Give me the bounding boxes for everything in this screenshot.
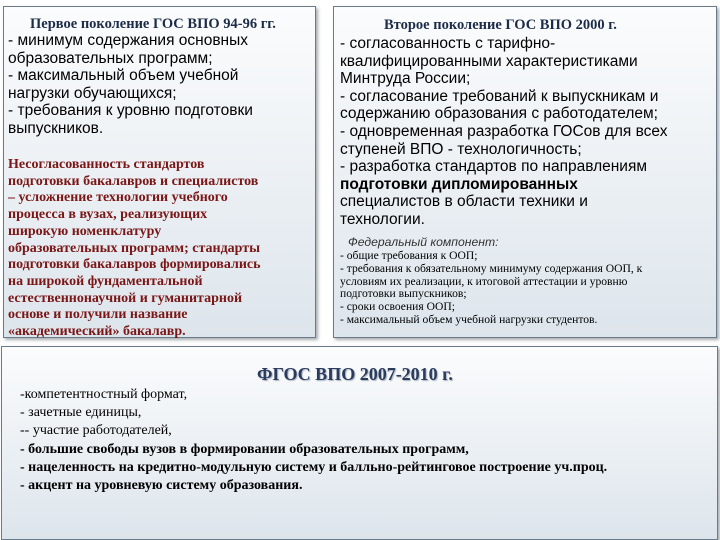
paragraph-line: подготовки бакалавров и специалистов (8, 173, 259, 189)
federal-component-list (340, 250, 642, 327)
list-item: - требования к обязательному минимуму содержания ООП, к (340, 261, 643, 275)
paragraph-line: – усложнение технологии учебного (8, 190, 228, 206)
list-item: - одновременная разработка ГОСов для всех (340, 122, 668, 140)
paragraph-line: процесса в вузах, реализующих (8, 207, 208, 223)
fgos-panel (1, 346, 718, 540)
list-item: -компетентностный формат, (20, 387, 188, 402)
list-item: - общие требования к ООП; (340, 249, 478, 262)
list-item: -- участие работодателей, (20, 423, 172, 439)
paragraph-line: широкую номенклатуру (8, 223, 162, 239)
list-item: образовательных программ; (8, 49, 213, 67)
paragraph-line: образовательных программ; стандарты (8, 240, 261, 256)
list-item: - требования к уровню подготовки (8, 102, 253, 120)
list-item: - акцент на уровневую систему образования. (20, 478, 303, 494)
paragraph-line: Несогласованность стандартов (8, 157, 205, 172)
paragraph-line: «академический» бакалавр. (8, 324, 186, 340)
paragraph-line: основе и получили название (8, 307, 188, 323)
list-item: содержанию образования с работодателем; (340, 105, 658, 123)
list-item: - максимальный объем учебной (8, 67, 239, 85)
list-item: - сроки освоения ООП; (340, 300, 455, 314)
list-item: нагрузки обучающихся; (8, 84, 177, 102)
fgos-list (20, 386, 607, 495)
second-generation-list (340, 35, 667, 229)
list-item: - максимальный объем учебной нагрузки студентов. (340, 312, 598, 326)
paragraph-line: на широкой фундаментальной (8, 273, 203, 289)
list-item: условиям их реализации, к итоговой аттестации и уровню (340, 274, 628, 288)
second-generation-title: Второе поколение ГОС ВПО 2000 г. (384, 17, 617, 33)
list-item: выпускников. (8, 119, 104, 137)
list-item: технологии. (340, 210, 425, 228)
list-item: подготовки выпускников; (340, 287, 467, 301)
list-item: - большие свободы вузов в формировании образовательных программ, (20, 441, 469, 457)
list-item: - согласование требований к выпускникам и (340, 87, 659, 105)
second-generation-panel (333, 6, 717, 338)
inconsistency-paragraph (8, 157, 261, 341)
list-item: - согласованность с тарифно- (340, 35, 556, 52)
first-generation-panel (3, 6, 316, 338)
fgos-title: ФГОС ВПО 2007-2010 г. (257, 364, 453, 384)
list-item: подготовки дипломированных (340, 175, 578, 193)
first-generation-title: Первое поколение ГОС ВПО 94-96 гг. (30, 16, 276, 32)
first-generation-list (8, 32, 253, 138)
federal-component-heading: Федеральный компонент: (348, 235, 499, 249)
list-item: специалистов в области техники и (340, 193, 588, 211)
list-item: - нацеленность на кредитно-модульную систему и балльно-рейтинговое построение уч.проц. (20, 459, 608, 475)
paragraph-line: естественнонаучной и гуманитарной (8, 290, 243, 306)
paragraph-line: подготовки бакалавров формировались (8, 257, 261, 273)
list-item: - разработка стандартов по направлениям (340, 158, 648, 176)
list-item: - минимум содержания основных (8, 32, 249, 49)
list-item: Минтруда России; (340, 70, 471, 88)
list-item: - зачетные единицы, (20, 405, 142, 421)
list-item: ступеней ВПО - технологичность; (340, 140, 582, 158)
list-item: квалифицированными характеристиками (340, 52, 638, 70)
